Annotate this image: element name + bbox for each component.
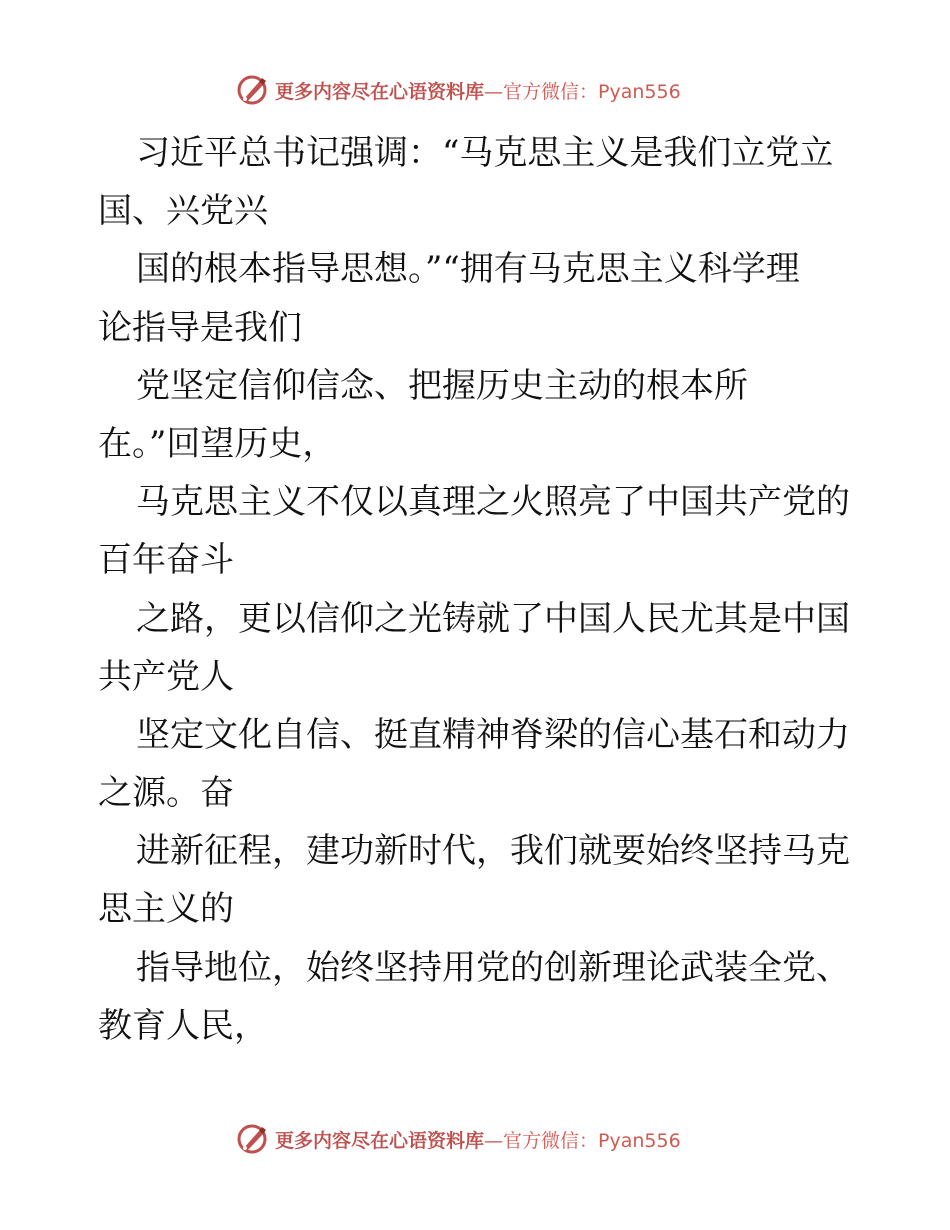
- text-line: 指导地位，始终坚持用党的创新理论武装全党、: [136, 947, 850, 988]
- pen-logo-icon: [235, 1122, 269, 1156]
- text-line: 马克思主义不仅以真理之火照亮了中国共产党的: [136, 482, 850, 523]
- watermark-wechat-label: 官方微信：: [503, 80, 599, 103]
- pen-logo-icon: [235, 73, 269, 107]
- watermark-separator: —: [484, 80, 504, 103]
- footer-watermark: [235, 1121, 681, 1157]
- text-line: 坚定文化自信、挺直精神脊梁的信心基石和动力: [136, 714, 850, 755]
- text-line: 之源。奋: [98, 773, 234, 814]
- footer-watermark-text: [275, 1126, 681, 1153]
- watermark-site: 更多内容尽在心语资料库: [275, 80, 485, 103]
- watermark-wechat-label: 官方微信：: [503, 1129, 599, 1152]
- text-line: 思主义的: [98, 889, 234, 930]
- text-line: 在。”回望历史，: [98, 423, 337, 464]
- watermark-wechat-id: Pyan556: [598, 1129, 681, 1152]
- text-line: 教育人民，: [98, 1005, 268, 1046]
- text-line: 百年奋斗: [98, 540, 234, 581]
- text-line: 共产党人: [98, 656, 234, 697]
- body-text: [98, 124, 858, 1055]
- text-line: 之路，更以信仰之光铸就了中国人民尤其是中国: [136, 598, 850, 639]
- text-line: 国、兴党兴: [98, 191, 268, 232]
- text-line: 党坚定信仰信念、把握历史主动的根本所: [136, 365, 748, 406]
- watermark-separator: —: [484, 1129, 504, 1152]
- watermark-site: 更多内容尽在心语资料库: [275, 1129, 485, 1152]
- watermark-wechat-id: Pyan556: [598, 80, 681, 103]
- text-line: 论指导是我们: [98, 307, 302, 348]
- text-line: 进新征程，建功新时代，我们就要始终坚持马克: [136, 831, 850, 872]
- header-watermark: [235, 72, 681, 108]
- header-watermark-text: [275, 77, 681, 104]
- text-line: 习近平总书记强调：“马克思主义是我们立党立: [136, 133, 834, 173]
- text-line: 国的根本指导思想。”“拥有马克思主义科学理: [136, 249, 800, 290]
